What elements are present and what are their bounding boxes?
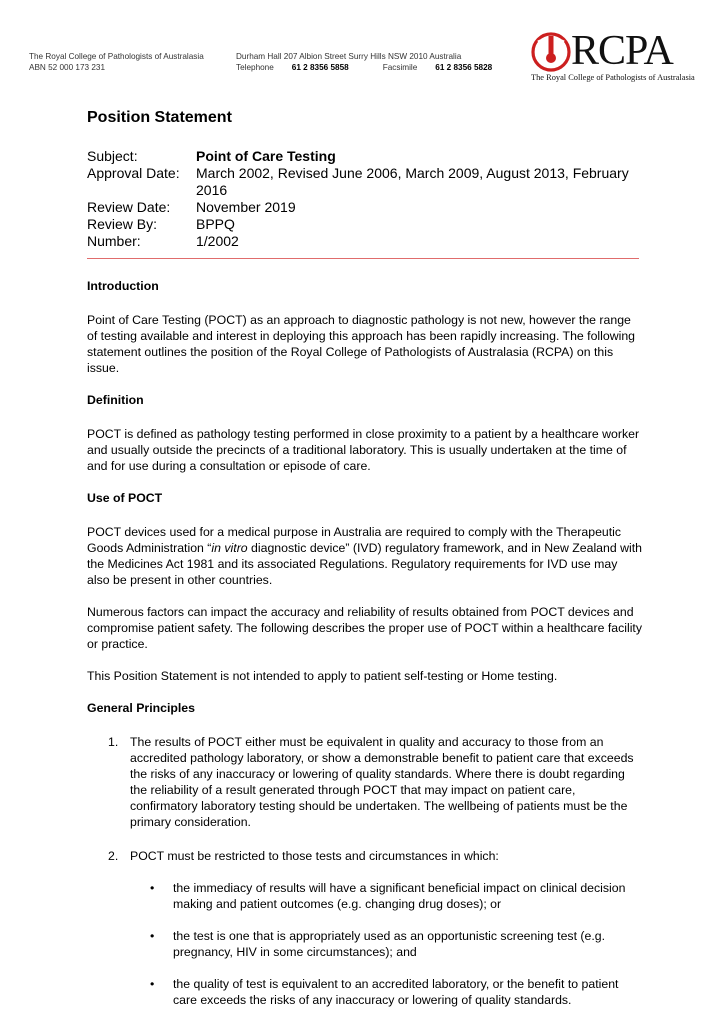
italic-text: in vitro <box>211 541 248 555</box>
telephone-number: 61 2 8356 5858 <box>291 63 349 72</box>
list-item <box>130 928 642 960</box>
list-number: 1. <box>108 735 119 749</box>
meta-value-subject: Point of Care Testing <box>196 148 336 164</box>
meta-value-review-date: November 2019 <box>196 199 296 215</box>
meta-label: Subject: <box>87 148 138 164</box>
contact-line <box>236 62 492 73</box>
meta-label: Number: <box>87 233 141 249</box>
section-heading-general-principles: General Principles <box>87 701 195 715</box>
letterhead-contact-block <box>236 51 492 73</box>
logo-subtitle: The Royal College of Pathologists of Australasia <box>531 73 695 82</box>
paragraph-definition: POCT is defined as pathology testing performed in close proximity to a patient by a healthcare worker and usually outside the precincts of a traditional laboratory. This is usually undertaken at the time of and for use during a consultation or episode of care. <box>87 427 640 473</box>
meta-value-approval: March 2002, Revised June 2006, March 2009, August 2013, February 2016 <box>196 165 629 198</box>
section-heading-definition: Definition <box>87 393 144 407</box>
meta-label: Approval Date: <box>87 165 180 181</box>
list-item <box>130 976 642 1008</box>
meta-table <box>87 148 642 250</box>
facsimile-number: 61 2 8356 5828 <box>435 63 493 72</box>
header-divider <box>87 258 639 259</box>
list-number: 2. <box>108 849 119 863</box>
paragraph-introduction: Point of Care Testing (POCT) as an approach to diagnostic pathology is not new, however the range of testing available and interest in deploying this approach has been rapidly increasing. The following statement outlines the position of the Royal College of Pathologists of Australasia (RCPA) on this issue. <box>87 313 636 375</box>
paragraph-use-scope: This Position Statement is not intended to apply to patient self-testing or Home testing. <box>87 669 558 683</box>
document-header <box>87 106 642 250</box>
rcpa-logo <box>531 28 701 84</box>
bullet-icon: • <box>150 881 155 895</box>
facsimile-label: Facsimile <box>382 63 418 72</box>
list-item <box>87 848 642 1008</box>
letterhead-org-block <box>29 51 204 73</box>
list-item-text: the immediacy of results will have a significant beneficial impact on clinical decision making and patient outcomes (e.g. changing drug doses); or <box>173 881 626 911</box>
meta-row-approval <box>87 165 642 199</box>
meta-label: Review Date: <box>87 199 171 215</box>
meta-row-review-by <box>87 216 642 233</box>
list-item-text: POCT must be restricted to those tests and circumstances in which: <box>130 849 499 863</box>
meta-row-review-date <box>87 199 642 216</box>
bullet-list <box>130 880 642 1008</box>
list-item-text: the test is one that is appropriately used as an opportunistic screening test (e.g. pregnancy, HIV in some circumstances); and <box>173 929 606 959</box>
list-item-text: The results of POCT either must be equivalent in quality and accuracy to those from an accredited pathology laboratory, or show a demonstrable benefit to patient care that exceeds the risks of any inaccuracy or lowering of quality standards. Where there is doubt regarding the reliability of a result generated through POCT that may impact on patient care, confirmatory laboratory testing should be undertaken. The wellbeing of patients must be the primary consideration. <box>130 735 634 829</box>
list-item-text: the quality of test is equivalent to an accredited laboratory, or the benefit to patient care exceeds the risks of any inaccuracy or lowering of quality standards. <box>173 977 619 1007</box>
list-item <box>130 880 642 912</box>
document-body <box>87 278 642 1026</box>
section-heading-introduction: Introduction <box>87 279 159 293</box>
text-run: diagnostic device” (IVD) regulatory framework, and in New Zealand with the Medicines Act 1981 and its associated Regulations. Regulatory requirements for IVD use may also be present in other countries. <box>87 541 642 587</box>
bullet-icon: • <box>150 977 155 991</box>
org-abn: ABN 52 000 173 231 <box>29 63 106 72</box>
text-run: POCT devices used for a medical purpose in Australia are required to comply with the Therapeutic Goods Administration “ <box>87 525 622 555</box>
paragraph-use-factors: Numerous factors can impact the accuracy and reliability of results obtained from POCT devices and compromise patient safety. The following describes the proper use of POCT within a healthcare facility or practice. <box>87 605 642 651</box>
meta-row-number <box>87 233 642 250</box>
paragraph-use-regulation <box>87 524 642 588</box>
meta-value-number: 1/2002 <box>196 233 239 249</box>
meta-label: Review By: <box>87 216 158 232</box>
page-title: Position Statement <box>87 109 232 126</box>
meta-value-review-by: BPPQ <box>196 216 235 232</box>
rcpa-emblem-icon <box>531 32 571 72</box>
section-heading-use-of-poct: Use of POCT <box>87 491 163 505</box>
logo-wordmark: RCPA <box>571 28 673 74</box>
meta-row-subject <box>87 148 642 165</box>
org-name: The Royal College of Pathologists of Australasia <box>29 52 204 61</box>
org-address: Durham Hall 207 Albion Street Surry Hills NSW 2010 Australia <box>236 52 462 61</box>
bullet-icon: • <box>150 929 155 943</box>
telephone-label: Telephone <box>236 63 274 72</box>
principles-list <box>87 734 642 1008</box>
list-item <box>87 734 642 830</box>
